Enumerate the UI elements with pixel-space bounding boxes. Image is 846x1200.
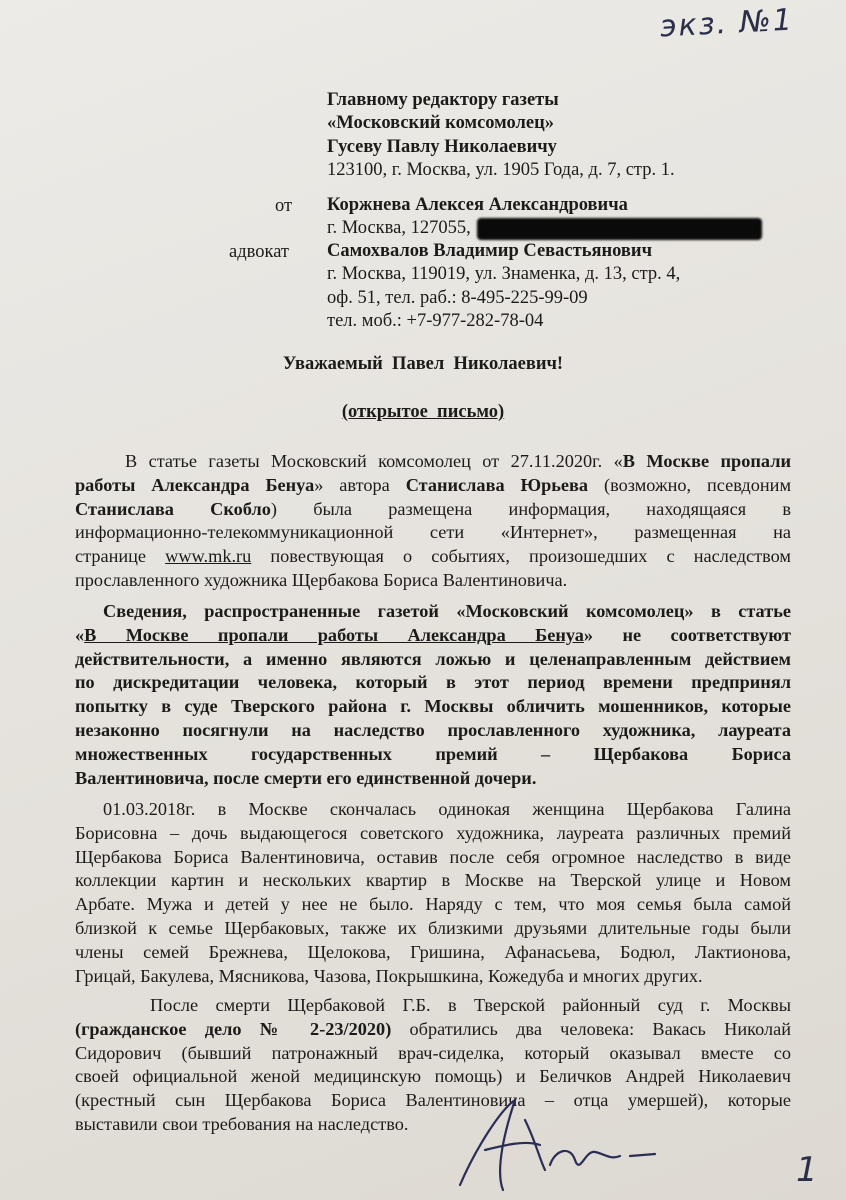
bold-text: В Москве пропали — [622, 451, 791, 471]
bold-text: по дискредитации человека, который в этот период времени предпринял — [75, 672, 791, 693]
text-segment: обратились два человека: Вакась Николай — [391, 1018, 791, 1039]
text-segment: После смерти Щербаковой Г.Б. в Тверской районный суд г. Москвы — [150, 995, 791, 1015]
text-segment: коллекции картин и нескольких квартир в Москве на Тверской улице и Новом — [75, 870, 791, 891]
text-segment: своей официальной женой медицинскую помощь) и Беличков Андрей Николаевич — [75, 1066, 791, 1087]
bold-text: Станислава Скобло — [75, 498, 271, 519]
redaction-bar — [477, 218, 762, 240]
text-line — [75, 1113, 791, 1137]
text-segment: В статье газеты Московский комсомолец от 27.11.2020г. « — [125, 451, 623, 471]
text-line — [75, 965, 791, 989]
text-line — [75, 521, 791, 545]
text-line — [75, 600, 791, 624]
text-line — [75, 474, 791, 498]
sender-block — [327, 194, 762, 241]
text-line — [75, 917, 791, 941]
text-line — [75, 994, 791, 1018]
text-line — [75, 498, 791, 522]
bold-text: действительности, а именно являются ложью и целенаправленным действием — [75, 648, 791, 669]
text-line — [75, 893, 791, 917]
text-line — [75, 869, 791, 893]
recipient-line: Гусеву Павлу Николаевичу — [327, 136, 557, 157]
paragraph-4 — [75, 994, 791, 1137]
text-segment: Щербакова Бориса Валентиновича, оставив после себя огромное наследство в виде — [75, 846, 791, 867]
text-segment: » автора — [314, 474, 406, 495]
text-line — [75, 846, 791, 870]
text-line — [75, 450, 791, 474]
lawyer-name: Самохвалов Владимир Севастьянович — [327, 241, 653, 261]
text-line — [75, 569, 791, 593]
subtitle: (открытое письмо) — [341, 402, 505, 422]
lawyer-address: оф. 51, тел. раб.: 8-495-225-99-09 — [327, 287, 588, 308]
bold-text: работы Александра Бенуа — [75, 474, 315, 495]
text-line — [75, 671, 791, 695]
text-line — [75, 822, 791, 846]
lawyer-block — [327, 240, 680, 333]
sender-name: Коржнева Алексея Александровича — [327, 195, 628, 215]
bold-text: Сведения, распространенные газетой «Московский комсомолец» в статье — [103, 601, 791, 621]
paragraph-2 — [75, 600, 791, 790]
text-line — [75, 798, 791, 822]
handwritten-copy-mark: экз. №1 — [659, 2, 795, 45]
text-segment: повествующая о событиях, произошедших с наследством — [251, 546, 791, 567]
sender-address: г. Москва, 127055, — [327, 218, 471, 239]
text-line — [75, 743, 791, 767]
text-segment: выставили свои требования на наследство. — [75, 1113, 409, 1134]
text-line — [75, 1042, 791, 1066]
text-segment: члены семей Брежнева, Щелокова, Гришина, Афанасьева, Бодюл, Лактионова, — [75, 941, 791, 962]
lawyer-address: тел. моб.: +7-977-282-78-04 — [327, 310, 544, 331]
subtitle-wrap — [0, 402, 846, 423]
handwritten-page-number: 1 — [796, 1150, 818, 1190]
bold-text: » не соответствуют — [583, 624, 791, 645]
bold-text: Валентиновича, после смерти его единственной дочери. — [75, 767, 537, 788]
text-segment: информационно-телекоммуникационной сети «Интернет», размещенная на — [75, 522, 791, 543]
text-line — [75, 1018, 791, 1042]
text-line — [75, 624, 791, 648]
bold-text: (гражданское дело № 2-23/2020) — [75, 1018, 392, 1039]
lawyer-label: адвокат — [229, 242, 290, 262]
recipient-address: 123100, г. Москва, ул. 1905 Года, д. 7, стр. 1. — [327, 159, 675, 180]
text-segment: 01.03.2018г. в Москве скончалась одинокая женщина Щербакова Галина — [103, 799, 791, 819]
bold-text: незаконно посягнули на наследство прославленного художника, лауреата — [75, 719, 791, 740]
greeting: Уважаемый Павел Николаевич! — [282, 354, 564, 374]
text-segment: ) была размещена информация, находящаяся в — [270, 498, 791, 519]
recipient-block — [327, 89, 675, 182]
paragraph-3 — [75, 798, 791, 988]
sender-label: от — [275, 196, 293, 216]
text-line — [75, 648, 791, 672]
text-segment: Борисовна – дочь выдающегося советского художника, лауреата различных премий — [75, 822, 791, 843]
signature — [445, 1090, 675, 1200]
lawyer-address: г. Москва, 119019, ул. Знаменка, д. 13, стр. 4, — [327, 264, 681, 285]
text-line — [75, 1089, 791, 1113]
text-line — [75, 545, 791, 569]
text-segment: Арбате. Мужа и детей у нее не было. Наряду с тем, что моя семья была самой — [75, 894, 791, 915]
text-line — [75, 719, 791, 743]
underlined-text: В Москве пропали работы Александра Бенуа — [84, 624, 584, 645]
paragraph-1 — [75, 450, 791, 593]
text-segment: странице — [75, 546, 166, 567]
bold-text: « — [75, 624, 85, 645]
sender-address-line — [327, 217, 762, 240]
recipient-line: Главному редактору газеты — [327, 90, 559, 110]
text-line — [75, 767, 791, 791]
bold-text: множественных государственных премий – Щербакова Бориса — [75, 743, 791, 764]
bold-text: попытку в суде Тверского района г. Москвы обличить мошенников, которые — [75, 696, 791, 717]
underlined-text: www.mk.ru — [165, 546, 252, 567]
text-line — [75, 1065, 791, 1089]
bold-text: Станислава Юрьева — [405, 474, 589, 495]
text-segment: близкой к семье Щербаковых, также их близкими друзьями длительные годы были — [75, 917, 791, 938]
recipient-line: «Московский комсомолец» — [327, 113, 555, 134]
text-line — [75, 941, 791, 965]
text-segment: Сидорович (бывший патронажный врач-сиделка, который оказывал вместе со — [75, 1042, 791, 1063]
text-segment: Грицай, Бакулева, Мясникова, Чазова, Покрышкина, Кожедуба и многих других. — [75, 965, 703, 986]
text-segment: (крестный сын Щербакова Бориса Валентиновича – отца умершей), которые — [75, 1090, 791, 1111]
text-segment: прославленного художника Щербакова Бориса Валентиновича. — [75, 569, 568, 590]
text-line — [75, 695, 791, 719]
text-segment: (возможно, псевдоним — [588, 474, 792, 495]
